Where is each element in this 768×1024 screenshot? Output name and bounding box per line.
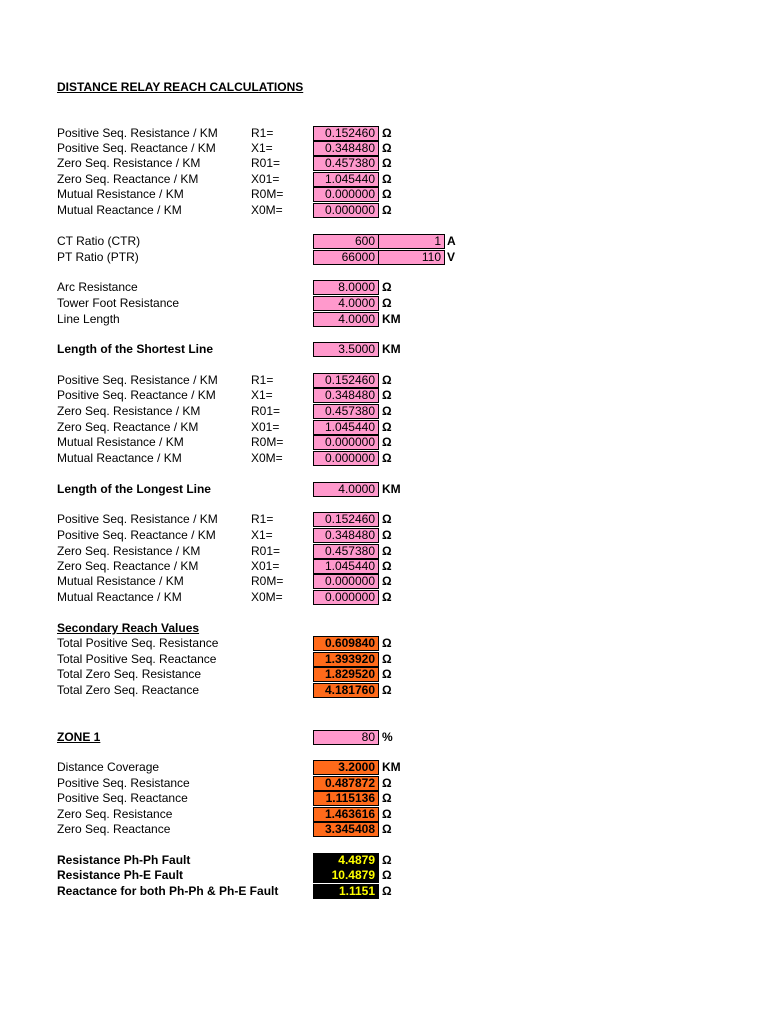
- input-cell[interactable]: 0.000000: [313, 451, 379, 466]
- unit-label: Ω: [382, 853, 392, 867]
- param-label: Mutual Reactance / KM: [57, 451, 182, 465]
- result-label: Positive Seq. Resistance: [57, 776, 190, 790]
- param-label: Zero Seq. Resistance / KM: [57, 544, 201, 558]
- param-symbol: X1=: [251, 388, 273, 402]
- input-cell[interactable]: 0.457380: [313, 156, 379, 171]
- zone1-percent-cell[interactable]: 80: [313, 730, 379, 745]
- longest-line-row: [0, 482, 768, 497]
- param-row: [0, 187, 768, 202]
- zone1-heading: ZONE 1: [57, 730, 101, 744]
- secondary-reach-heading: Secondary Reach Values: [57, 621, 200, 635]
- input-cell[interactable]: 1.045440: [313, 559, 379, 574]
- unit-label: KM: [382, 482, 401, 496]
- ratio-row: [0, 234, 768, 249]
- param-row: [0, 203, 768, 218]
- result-label: Total Positive Seq. Reactance: [57, 652, 217, 666]
- unit-label: V: [447, 250, 456, 264]
- param-symbol: R1=: [251, 512, 274, 526]
- param-row: [0, 435, 768, 450]
- param-row: [0, 373, 768, 388]
- param-row: [0, 141, 768, 156]
- input-cell[interactable]: 0.000000: [313, 187, 379, 202]
- ratio-secondary-cell[interactable]: 1: [379, 234, 445, 249]
- unit-label: Ω: [382, 822, 392, 836]
- computed-cell: 0.609840: [313, 636, 379, 651]
- input-cell[interactable]: 8.0000: [313, 280, 379, 295]
- page-title: DISTANCE RELAY REACH CALCULATIONS: [57, 80, 304, 94]
- computed-cell: 1.115136: [313, 791, 379, 806]
- param-symbol: R01=: [251, 156, 281, 170]
- unit-label: KM: [382, 342, 401, 356]
- unit-label: Ω: [382, 528, 392, 542]
- final-result-label: Resistance Ph-Ph Fault: [57, 853, 191, 867]
- unit-label: Ω: [382, 388, 392, 402]
- unit-label: Ω: [382, 667, 392, 681]
- input-cell[interactable]: 0.152460: [313, 126, 379, 141]
- param-symbol: R01=: [251, 404, 281, 418]
- param-row: [0, 574, 768, 589]
- input-cell[interactable]: 0.000000: [313, 203, 379, 218]
- final-result-cell: 1.1151: [313, 884, 379, 899]
- unit-label: Ω: [382, 187, 392, 201]
- final-result-label: Reactance for both Ph-Ph & Ph-E Fault: [57, 884, 279, 898]
- input-cell[interactable]: 0.348480: [313, 528, 379, 543]
- input-cell[interactable]: 0.152460: [313, 512, 379, 527]
- param-label: Positive Seq. Resistance / KM: [57, 512, 218, 526]
- result-label: Distance Coverage: [57, 760, 160, 774]
- section-heading-row: [0, 621, 768, 636]
- result-row: [0, 791, 768, 806]
- unit-label: Ω: [382, 636, 392, 650]
- result-label: Zero Seq. Reactance: [57, 822, 171, 836]
- param-row: [0, 512, 768, 527]
- param-label: Positive Seq. Reactance / KM: [57, 141, 216, 155]
- result-row: [0, 652, 768, 667]
- param-row: [0, 404, 768, 419]
- zone1-row: [0, 730, 768, 745]
- computed-cell: 1.393920: [313, 652, 379, 667]
- param-symbol: X1=: [251, 141, 273, 155]
- unit-label: Ω: [382, 884, 392, 898]
- result-row: [0, 667, 768, 682]
- unit-label: Ω: [382, 420, 392, 434]
- param-symbol: X1=: [251, 528, 273, 542]
- unit-label: KM: [382, 312, 401, 326]
- param-row: [0, 544, 768, 559]
- final-result-label: Resistance Ph-E Fault: [57, 868, 184, 882]
- final-result-cell: 4.4879: [313, 853, 379, 868]
- unit-label: Ω: [382, 776, 392, 790]
- ratio-label: PT Ratio (PTR): [57, 250, 139, 264]
- param-row: [0, 420, 768, 435]
- result-row: [0, 636, 768, 651]
- param-row: [0, 156, 768, 171]
- param-symbol: X01=: [251, 559, 280, 573]
- result-label: Zero Seq. Resistance: [57, 807, 173, 821]
- param-symbol: R0M=: [251, 574, 284, 588]
- unit-label: %: [382, 730, 393, 744]
- unit-label: Ω: [382, 544, 392, 558]
- shortest-line-label: Length of the Shortest Line: [57, 342, 213, 356]
- param-symbol: R1=: [251, 126, 274, 140]
- param-row: [0, 528, 768, 543]
- unit-label: Ω: [382, 203, 392, 217]
- longest-line-label: Length of the Longest Line: [57, 482, 211, 496]
- result-label: Positive Seq. Reactance: [57, 791, 188, 805]
- input-cell[interactable]: 0.000000: [313, 590, 379, 605]
- param-row: [0, 280, 768, 295]
- final-result-row: [0, 868, 768, 883]
- ratio-primary-cell[interactable]: 66000: [313, 250, 379, 265]
- param-row: [0, 388, 768, 403]
- result-row: [0, 683, 768, 698]
- param-row: [0, 590, 768, 605]
- param-symbol: X0M=: [251, 203, 283, 217]
- param-symbol: R0M=: [251, 435, 284, 449]
- input-cell[interactable]: 4.0000: [313, 482, 379, 497]
- input-cell[interactable]: 0.000000: [313, 435, 379, 450]
- param-label: Tower Foot Resistance: [57, 296, 180, 310]
- unit-label: Ω: [382, 296, 392, 310]
- input-cell[interactable]: 0.457380: [313, 404, 379, 419]
- result-label: Total Positive Seq. Resistance: [57, 636, 219, 650]
- param-label: Line Length: [57, 312, 120, 326]
- unit-label: KM: [382, 760, 401, 774]
- unit-label: Ω: [382, 590, 392, 604]
- unit-label: Ω: [382, 280, 392, 294]
- param-label: Mutual Reactance / KM: [57, 590, 182, 604]
- unit-label: Ω: [382, 435, 392, 449]
- unit-label: Ω: [382, 791, 392, 805]
- param-label: Zero Seq. Reactance / KM: [57, 420, 199, 434]
- param-label: Positive Seq. Resistance / KM: [57, 126, 218, 140]
- param-row: [0, 559, 768, 574]
- unit-label: Ω: [382, 559, 392, 573]
- input-cell[interactable]: 0.152460: [313, 373, 379, 388]
- param-label: Zero Seq. Resistance / KM: [57, 156, 201, 170]
- unit-label: Ω: [382, 451, 392, 465]
- unit-label: Ω: [382, 141, 392, 155]
- unit-label: Ω: [382, 683, 392, 697]
- param-label: Mutual Resistance / KM: [57, 435, 184, 449]
- input-cell[interactable]: 1.045440: [313, 172, 379, 187]
- unit-label: Ω: [382, 807, 392, 821]
- result-row: [0, 760, 768, 775]
- unit-label: Ω: [382, 868, 392, 882]
- input-cell[interactable]: 1.045440: [313, 420, 379, 435]
- param-symbol: R1=: [251, 373, 274, 387]
- unit-label: Ω: [382, 574, 392, 588]
- param-label: Positive Seq. Reactance / KM: [57, 528, 216, 542]
- input-cell[interactable]: 0.348480: [313, 141, 379, 156]
- input-cell[interactable]: 3.5000: [313, 342, 379, 357]
- computed-cell: 1.829520: [313, 667, 379, 682]
- param-row: [0, 451, 768, 466]
- computed-cell: 1.463616: [313, 807, 379, 822]
- param-symbol: X0M=: [251, 451, 283, 465]
- param-symbol: X01=: [251, 420, 280, 434]
- unit-label: Ω: [382, 156, 392, 170]
- result-row: [0, 776, 768, 791]
- ratio-secondary-cell[interactable]: 110: [379, 250, 445, 265]
- shortest-line-row: [0, 342, 768, 357]
- param-symbol: X0M=: [251, 590, 283, 604]
- ratio-primary-cell[interactable]: 600: [313, 234, 379, 249]
- ratio-row: [0, 250, 768, 265]
- final-result-row: [0, 853, 768, 868]
- unit-label: Ω: [382, 652, 392, 666]
- param-symbol: R0M=: [251, 187, 284, 201]
- unit-label: Ω: [382, 126, 392, 140]
- param-label: Positive Seq. Resistance / KM: [57, 373, 218, 387]
- result-label: Total Zero Seq. Reactance: [57, 683, 200, 697]
- final-result-row: [0, 884, 768, 899]
- input-cell[interactable]: 0.457380: [313, 544, 379, 559]
- unit-label: Ω: [382, 172, 392, 186]
- computed-cell: 0.487872: [313, 776, 379, 791]
- unit-label: Ω: [382, 512, 392, 526]
- param-label: Mutual Resistance / KM: [57, 187, 184, 201]
- input-cell[interactable]: 4.0000: [313, 312, 379, 327]
- ratio-label: CT Ratio (CTR): [57, 234, 141, 248]
- param-label: Positive Seq. Reactance / KM: [57, 388, 216, 402]
- param-row: [0, 126, 768, 141]
- param-label: Zero Seq. Reactance / KM: [57, 172, 199, 186]
- input-cell[interactable]: 4.0000: [313, 296, 379, 311]
- computed-cell: 3.345408: [313, 822, 379, 837]
- param-symbol: R01=: [251, 544, 281, 558]
- computed-cell: 4.181760: [313, 683, 379, 698]
- param-symbol: X01=: [251, 172, 280, 186]
- param-label: Mutual Resistance / KM: [57, 574, 184, 588]
- param-label: Zero Seq. Resistance / KM: [57, 404, 201, 418]
- unit-label: Ω: [382, 373, 392, 387]
- input-cell[interactable]: 0.000000: [313, 574, 379, 589]
- unit-label: A: [447, 234, 456, 248]
- computed-cell: 3.2000: [313, 760, 379, 775]
- param-row: [0, 312, 768, 327]
- param-label: Zero Seq. Reactance / KM: [57, 559, 199, 573]
- unit-label: Ω: [382, 404, 392, 418]
- result-row: [0, 807, 768, 822]
- result-row: [0, 822, 768, 837]
- final-result-cell: 10.4879: [313, 868, 379, 883]
- param-label: Arc Resistance: [57, 280, 138, 294]
- param-row: [0, 172, 768, 187]
- param-label: Mutual Reactance / KM: [57, 203, 182, 217]
- input-cell[interactable]: 0.348480: [313, 388, 379, 403]
- param-row: [0, 296, 768, 311]
- result-label: Total Zero Seq. Resistance: [57, 667, 202, 681]
